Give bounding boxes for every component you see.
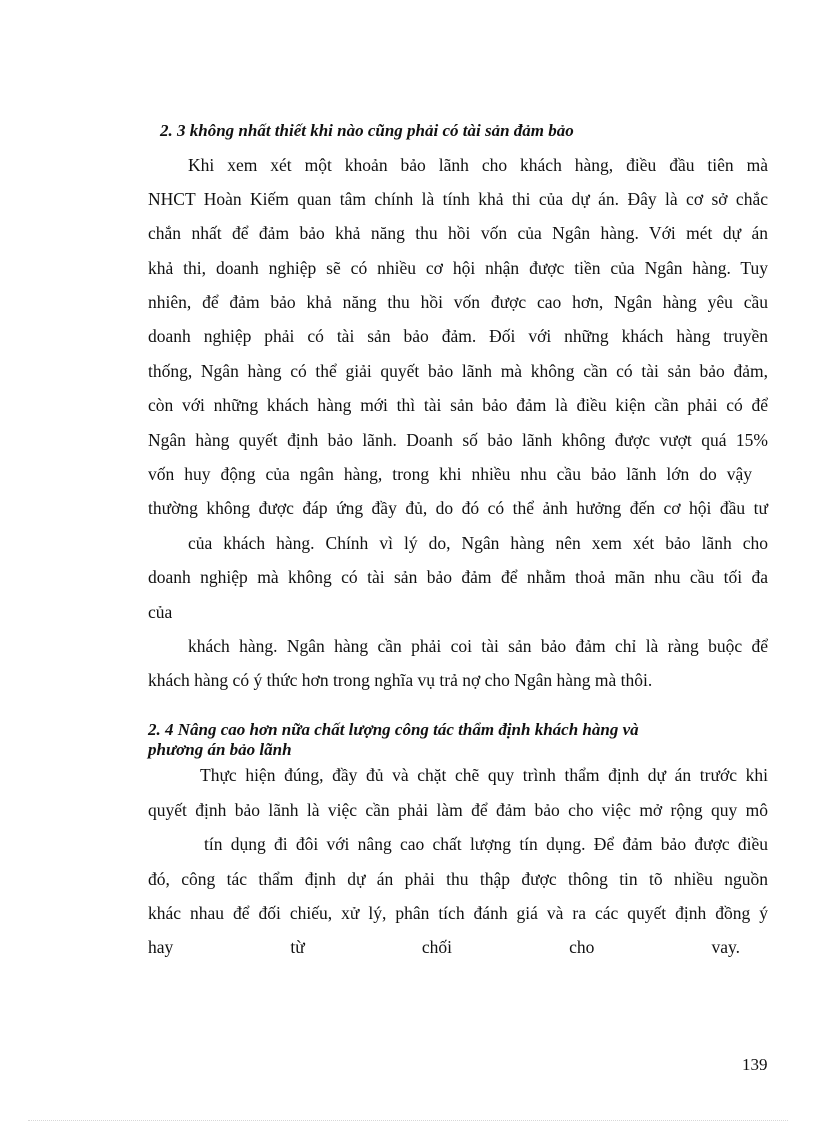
paragraph-line: khác nhau để đối chiếu, xử lý, phân tích đánh giá và ra các quyết định đồng ý bbox=[148, 903, 768, 923]
page-number: 139 bbox=[742, 1055, 768, 1074]
section-2-3-heading: 2. 3 không nhất thiết khi nào cũng phải có tài sản đảm bảo bbox=[160, 121, 574, 140]
paragraph-line: vốn huy động của ngân hàng, trong khi nhiều nhu cầu bảo lãnh lớn do vậy bbox=[148, 464, 752, 484]
paragraph-line: NHCT Hoàn Kiếm quan tâm chính là tính khả thi của dự án. Đây là cơ sở chắc bbox=[148, 189, 768, 209]
paragraph-line: đó, công tác thẩm định dự án phải thu thập được thông tin tõ nhiều nguồn bbox=[148, 869, 768, 889]
paragraph-line: Thực hiện đúng, đầy đủ và chặt chẽ quy trình thẩm định dự án trước khi bbox=[200, 765, 768, 785]
paragraph-line: của bbox=[148, 602, 173, 622]
paragraph-line: nhiên, để đảm bảo khả năng thu hồi vốn được cao hơn, Ngân hàng yêu cầu bbox=[148, 292, 768, 312]
paragraph-line: tín dụng đi đôi với nâng cao chất lượng tín dụng. Để đảm bảo được điều bbox=[204, 834, 768, 854]
paragraph-line: quyết định bảo lãnh là việc cần phải làm để đảm bảo cho việc mở rộng quy mô bbox=[148, 800, 768, 820]
paragraph-line: chắn nhất để đảm bảo khả năng thu hồi vốn của Ngân hàng. Với mét dự án bbox=[148, 223, 768, 243]
footer-divider bbox=[28, 1120, 788, 1121]
section-2-4-heading: 2. 4 Nâng cao hơn nữa chất lượng công tác thẩm định khách hàng và bbox=[148, 720, 639, 739]
paragraph-line: khả thi, doanh nghiệp sẽ có nhiều cơ hội nhận được tiền của Ngân hàng. Tuy bbox=[148, 258, 768, 278]
paragraph-line: của khách hàng. Chính vì lý do, Ngân hàng nên xem xét bảo lãnh cho bbox=[188, 533, 768, 553]
paragraph-line: doanh nghiệp phải có tài sản bảo đảm. Đối với những khách hàng truyền bbox=[148, 326, 768, 346]
section-2-4-heading-cont: phương án bảo lãnh bbox=[148, 740, 292, 759]
paragraph-line: khách hàng. Ngân hàng cần phải coi tài sản bảo đảm chỉ là ràng buộc để bbox=[188, 636, 768, 656]
paragraph-line: Khi xem xét một khoản bảo lãnh cho khách hàng, điều đầu tiên mà bbox=[188, 155, 768, 175]
paragraph-line: hay từ chối cho vay. bbox=[148, 937, 740, 957]
paragraph-line: thường không được đáp ứng đầy đủ, do đó có thể ảnh hưởng đến cơ hội đầu tư bbox=[148, 498, 768, 518]
paragraph-line: khách hàng có ý thức hơn trong nghĩa vụ trả nợ cho Ngân hàng mà thôi. bbox=[148, 670, 653, 690]
paragraph-line: thống, Ngân hàng có thể giải quyết bảo lãnh mà không cần có tài sản bảo đảm, bbox=[148, 361, 768, 381]
paragraph-line: doanh nghiệp mà không có tài sản bảo đảm để nhằm thoả mãn nhu cầu tối đa bbox=[148, 567, 768, 587]
paragraph-line: còn với những khách hàng mới thì tài sản bảo đảm là điều kiện cần phải có để bbox=[148, 395, 768, 415]
paragraph-line: Ngân hàng quyết định bảo lãnh. Doanh số bảo lãnh không được vượt quá 15% bbox=[148, 430, 768, 450]
